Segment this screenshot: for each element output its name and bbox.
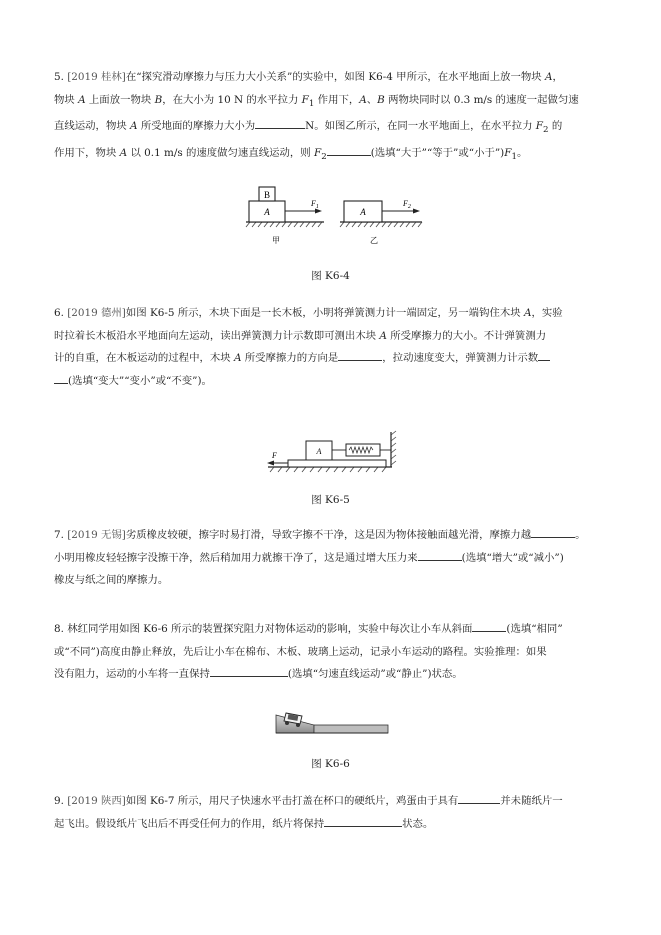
horizontal-track (314, 725, 388, 733)
answer-blank[interactable] (538, 347, 550, 361)
answer-blank[interactable] (324, 813, 402, 827)
label-a: A (316, 447, 322, 456)
answer-blank[interactable] (255, 115, 305, 129)
answer-blank[interactable] (327, 142, 371, 156)
figure-k6-6 (272, 703, 392, 739)
source-tag: [2019 德州] (67, 307, 126, 319)
question-5: 5. [2019 桂林]在“探究滑动摩擦力与压力大小关系”的实验中，如图 K6-4 甲所示，在水平地面上放一物块 A， 物块 A 上面放一物块 B，在大小为 10 N 的水平拉力 $F_1$ 作用下，A、B 两物块同时以 0.3 m/s 的速度一起做匀速 直线运动，物块 A 所受地面的摩擦力大小为 N。如图乙所示，在同一水平地面上，在水平拉力 $F_2$ 的 作用下，物块 A 以 0.1 m/s 的速度做匀速直线运动，则 $F_2$ (选填“大于”“等于”或“小于$”)F_1$。 (54, 71, 579, 162)
answer-blank[interactable] (472, 618, 506, 632)
long-board (288, 460, 386, 467)
source-tag: [2019 无锡] (67, 529, 126, 541)
figure-k6-4 (240, 184, 430, 250)
answer-blank[interactable] (531, 524, 575, 538)
question-9: 9. [2019 陕西]如图 K6-7 所示，用尺子快速水平击打盖在杯口的硬纸片，鸡蛋由于具有 并未随纸片一 起飞出。假设纸片飞出后不再受任何力的作用，纸片将保持 状态。 (54, 790, 616, 835)
figure-caption: 图 K6-5 (311, 494, 350, 506)
answer-blank[interactable] (418, 547, 462, 561)
question-8: 8. 林红同学用如图 K6-6 所示的装置探究阻力对物体运动的影响，实验中每次让小车从斜面 (选填“相同” 或“不同”)高度由静止释放，先后让小车在棉布、木板、玻璃上运动，记录小车运动的路程。实验推理：如果 没有阻力，运动的小车将一直保持 (选填“匀速直线运动”或“静止”)状态。 (54, 618, 616, 686)
spring-scale (346, 444, 380, 456)
label-b: B (263, 190, 271, 200)
source-tag: [2019 桂林] (67, 71, 126, 83)
figure-k6-5 (264, 427, 400, 473)
label-a: A (264, 207, 270, 217)
figure-caption: 图 K6-4 (311, 270, 350, 282)
answer-blank[interactable] (338, 347, 382, 361)
question-7: 7. [2019 无锡]劣质橡皮较硬，擦字时易打滑，导致字擦不干净，这是因为物体接触面越光滑，摩擦力越 。 小明用橡皮轻轻擦字没擦干净，然后稍加用力就擦干净了，这是通过增大压力来 (选填“增大”或“减小”) 橡皮与纸之间的摩擦力。 (54, 524, 616, 592)
label-jia: 甲 (272, 236, 280, 245)
source-tag: [2019 陕西] (67, 795, 126, 807)
label-yi: 乙 (370, 236, 378, 245)
answer-blank[interactable] (210, 663, 288, 677)
label-f: F (272, 451, 277, 460)
label-f2: $F_2$ (403, 199, 411, 210)
answer-blank[interactable] (54, 370, 68, 384)
answer-blank[interactable] (458, 790, 500, 804)
label-f1: $F_1$ (311, 199, 319, 210)
figure-caption: 图 K6-6 (311, 758, 350, 770)
question-6: 6. [2019 德州]如图 K6-5 所示，木块下面是一长木板，小明将弹簧测力计一端固定，另一端钩住木块 A，实验 时拉着长木板沿水平地面向左运动，读出弹簧测力计示数即可测出木块 A 所受摩擦力的大小。不计弹簧测力 计的自重，在木板运动的过程中，木块 A 所受摩擦力的方向是 ，拉动速度变大，弹簧测力计示数 (选填“变大”“变小”或“不变”)。 (54, 307, 563, 387)
label-a: A (360, 207, 366, 217)
